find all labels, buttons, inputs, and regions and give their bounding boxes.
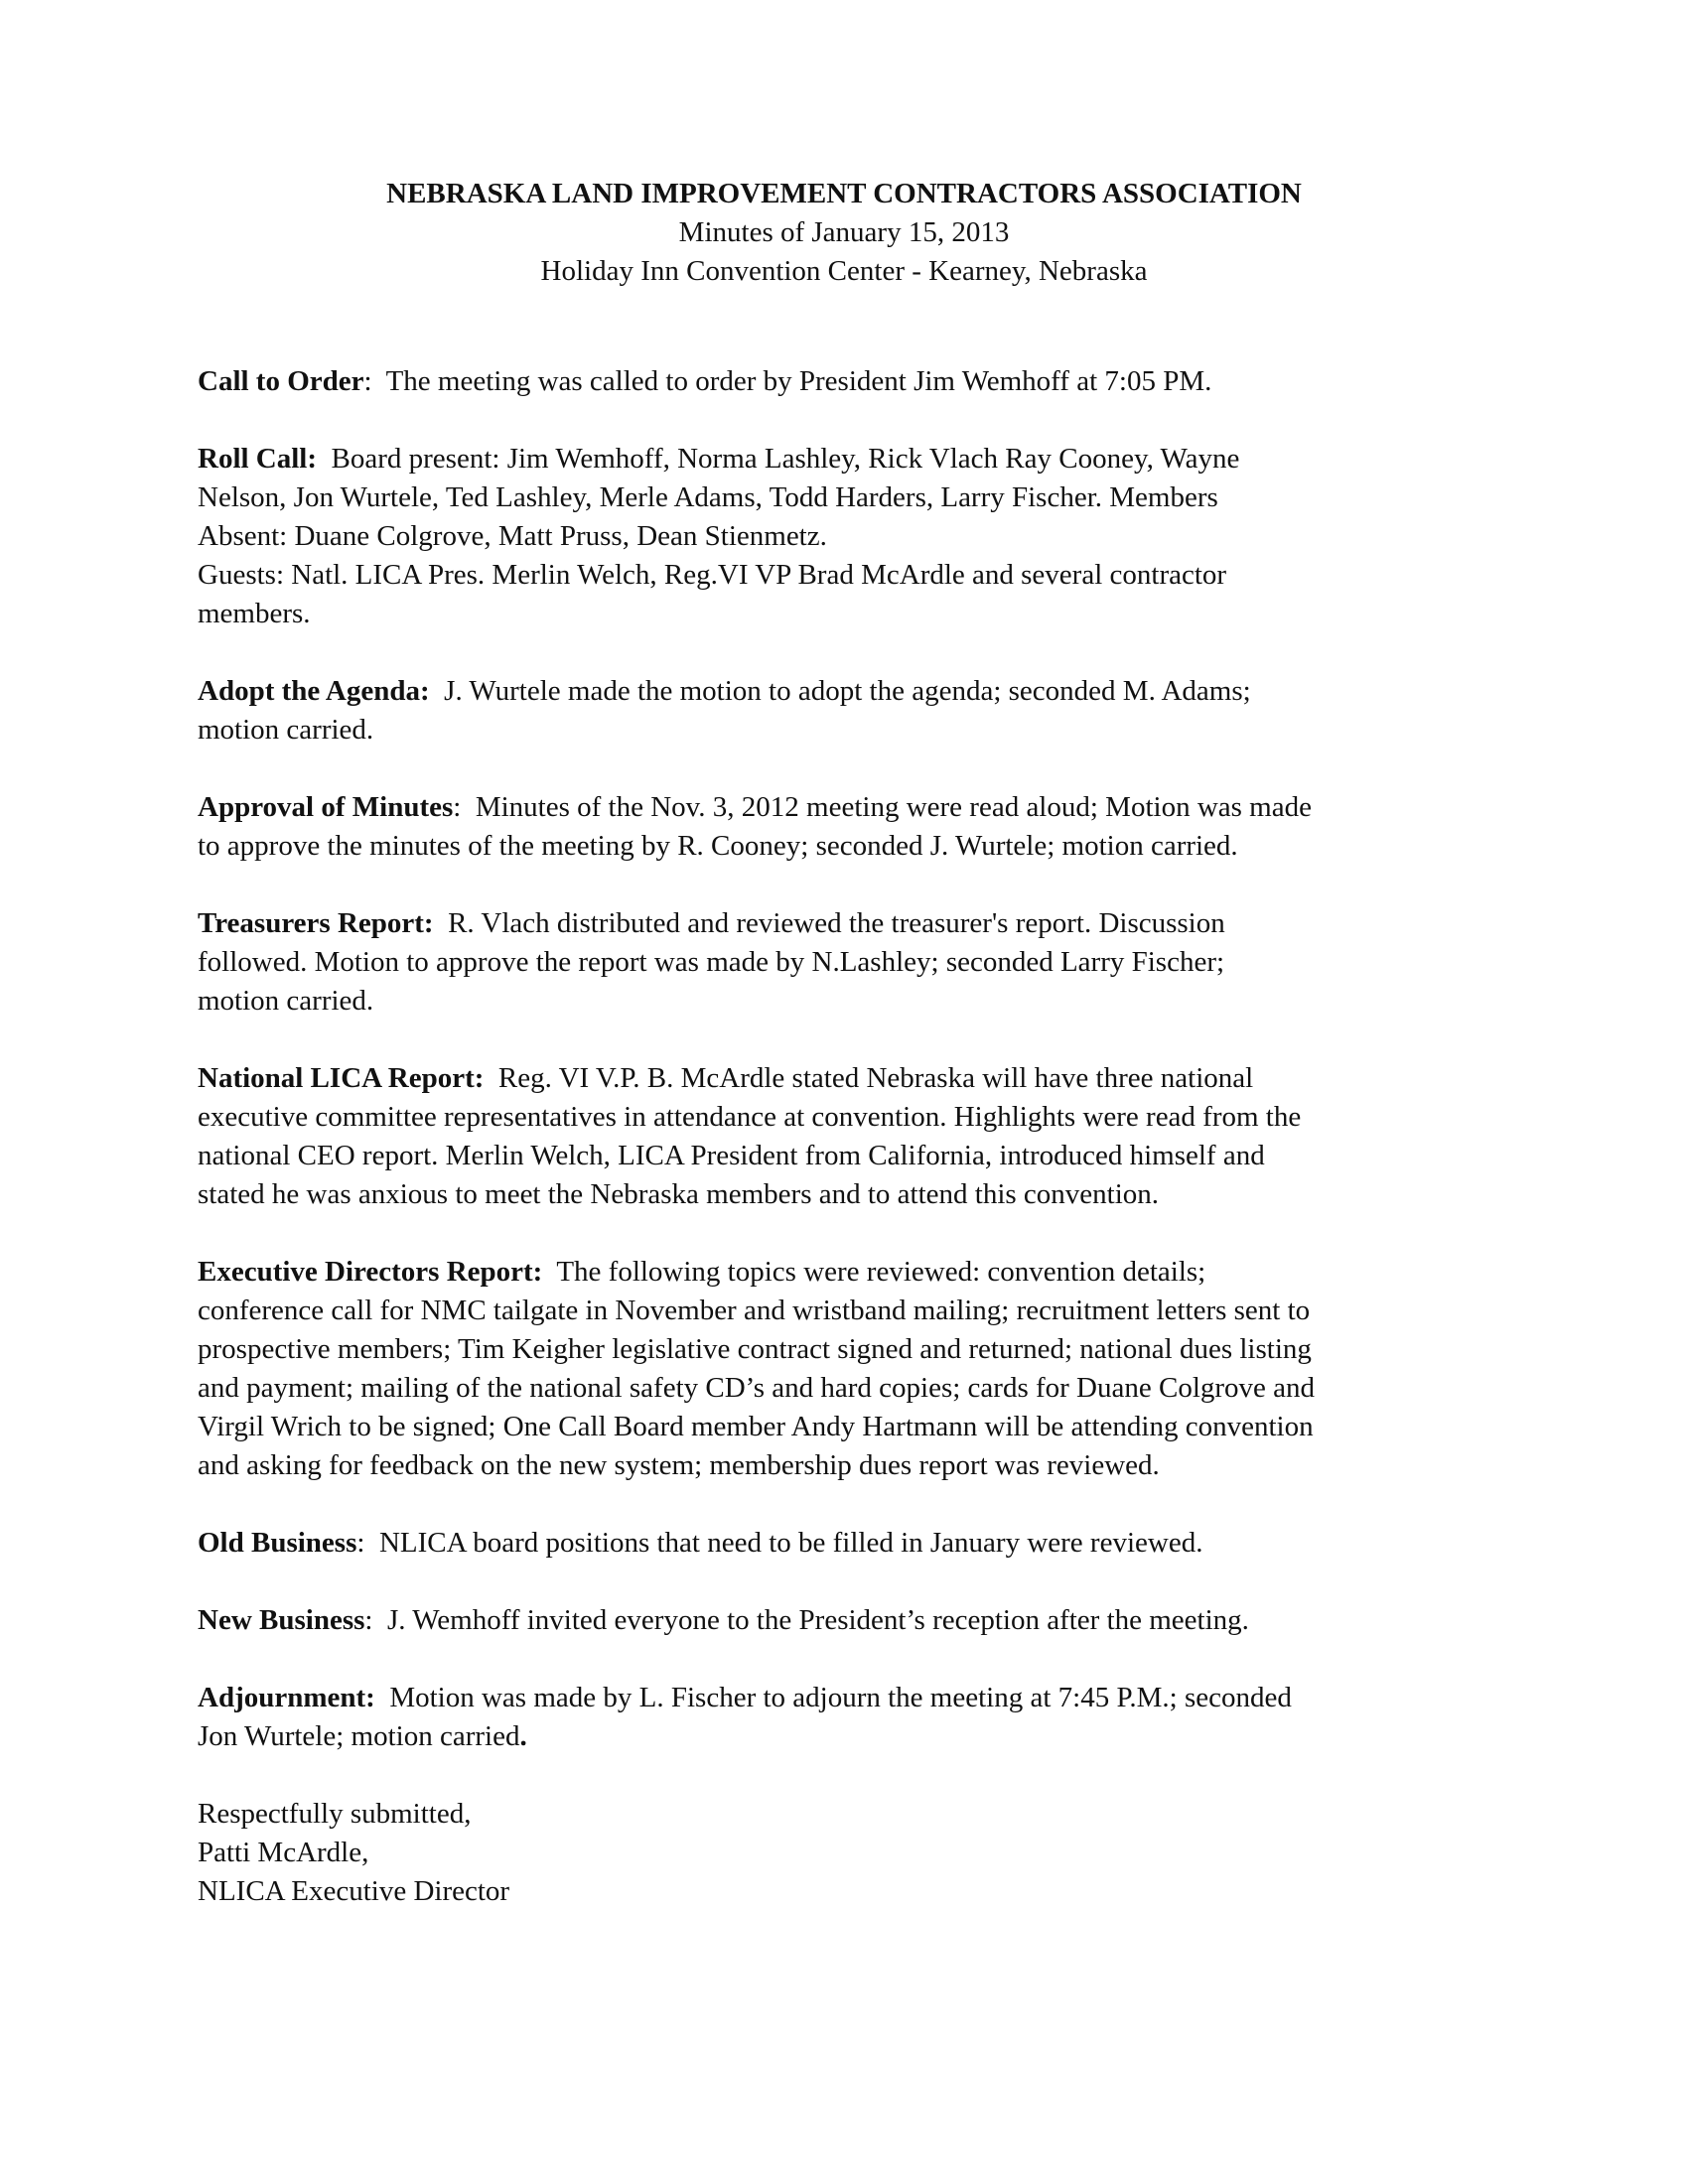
section-heading: New Business — [198, 1604, 365, 1636]
section-text: and asking for feedback on the new system; membership dues report was reviewed. — [198, 1449, 1160, 1481]
section-heading: Treasurers Report: — [198, 907, 434, 939]
section-text: Reg. VI V.P. B. McArdle stated Nebraska will have three national — [497, 1062, 1254, 1094]
section-roll-call — [198, 440, 1508, 633]
minutes-date: Minutes of January 15, 2013 — [678, 216, 1010, 248]
section-executive-directors-report — [198, 1253, 1508, 1485]
section-approval-of-minutes — [198, 788, 1508, 866]
signer-name: Patti McArdle, — [198, 1837, 369, 1868]
heading-separator: : — [363, 365, 372, 397]
section-new-business — [198, 1601, 1508, 1640]
minutes-body — [198, 362, 1508, 1911]
section-text: national CEO report. Merlin Welch, LICA President from California, introduced himself and — [198, 1140, 1265, 1171]
section-national-lica-report — [198, 1059, 1508, 1214]
section-text: J. Wemhoff invited everyone to the President’s reception after the meeting. — [386, 1604, 1249, 1636]
section-heading: Adopt the Agenda: — [198, 675, 430, 707]
section-heading: Executive Directors Report: — [198, 1256, 543, 1288]
section-adopt-agenda — [198, 672, 1508, 750]
section-old-business — [198, 1524, 1508, 1563]
section-text: followed. Motion to approve the report was made by N.Lashley; seconded Larry Fischer; — [198, 946, 1225, 978]
section-text: executive committee representatives in attendance at convention. Highlights were read from the — [198, 1101, 1302, 1133]
closing-text: Respectfully submitted, — [198, 1798, 472, 1830]
section-text: R. Vlach distributed and reviewed the treasurer's report. Discussion — [448, 907, 1225, 939]
section-text: motion carried. — [198, 985, 374, 1017]
section-text: Guests: Natl. LICA Pres. Merlin Welch, Reg.VI VP Brad McArdle and several contractor — [198, 559, 1227, 591]
section-text: conference call for NMC tailgate in November and wristband mailing; recruitment letters sent to — [198, 1295, 1311, 1326]
meeting-location: Holiday Inn Convention Center - Kearney, Nebraska — [540, 255, 1148, 287]
section-heading: Adjournment: — [198, 1682, 375, 1713]
section-heading: Old Business — [198, 1527, 357, 1559]
section-text: motion carried. — [198, 714, 374, 746]
organization-name: NEBRASKA LAND IMPROVEMENT CONTRACTORS ASSOCIATION — [386, 178, 1302, 209]
section-text: NLICA board positions that need to be filled in January were reviewed. — [378, 1527, 1203, 1559]
section-text: J. Wurtele made the motion to adopt the agenda; seconded M. Adams; — [444, 675, 1251, 707]
section-text: Motion was made by L. Fischer to adjourn the meeting at 7:45 P.M.; seconded — [389, 1682, 1292, 1713]
bold-period: . — [519, 1720, 527, 1752]
section-heading: Call to Order — [198, 365, 364, 397]
section-text: and payment; mailing of the national safety CD’s and hard copies; cards for Duane Colgrove and — [198, 1372, 1316, 1404]
section-heading: Roll Call: — [198, 443, 318, 475]
section-text: Board present: Jim Wemhoff, Norma Lashley, Rick Vlach Ray Cooney, Wayne — [331, 443, 1240, 475]
section-treasurers-report — [198, 904, 1508, 1021]
section-text: Nelson, Jon Wurtele, Ted Lashley, Merle Adams, Todd Harders, Larry Fischer. Members — [198, 481, 1218, 513]
section-text: prospective members; Tim Keigher legislative contract signed and returned; national dues listing — [198, 1333, 1312, 1365]
document-header — [0, 175, 1688, 291]
section-text: The following topics were reviewed: convention details; — [556, 1256, 1206, 1288]
section-text: stated he was anxious to meet the Nebraska members and to attend this convention. — [198, 1178, 1160, 1210]
section-text: Minutes of the Nov. 3, 2012 meeting were read aloud; Motion was made — [475, 791, 1312, 823]
heading-separator: : — [364, 1604, 373, 1636]
section-text: to approve the minutes of the meeting by R. Cooney; seconded J. Wurtele; motion carried. — [198, 830, 1238, 862]
section-text: Jon Wurtele; motion carried — [198, 1720, 520, 1752]
section-text: members. — [198, 598, 311, 629]
section-call-to-order — [198, 362, 1508, 401]
section-text: Absent: Duane Colgrove, Matt Pruss, Dean Stienmetz. — [198, 520, 827, 552]
signature-block — [198, 1795, 1508, 1911]
section-adjournment — [198, 1679, 1508, 1756]
heading-separator: : — [453, 791, 462, 823]
heading-separator: : — [356, 1527, 365, 1559]
section-heading: National LICA Report: — [198, 1062, 485, 1094]
section-heading: Approval of Minutes — [198, 791, 454, 823]
section-text: Virgil Wrich to be signed; One Call Board member Andy Hartmann will be attending convention — [198, 1411, 1314, 1442]
signer-title: NLICA Executive Director — [198, 1875, 510, 1907]
section-text: The meeting was called to order by President Jim Wemhoff at 7:05 PM. — [385, 365, 1212, 397]
